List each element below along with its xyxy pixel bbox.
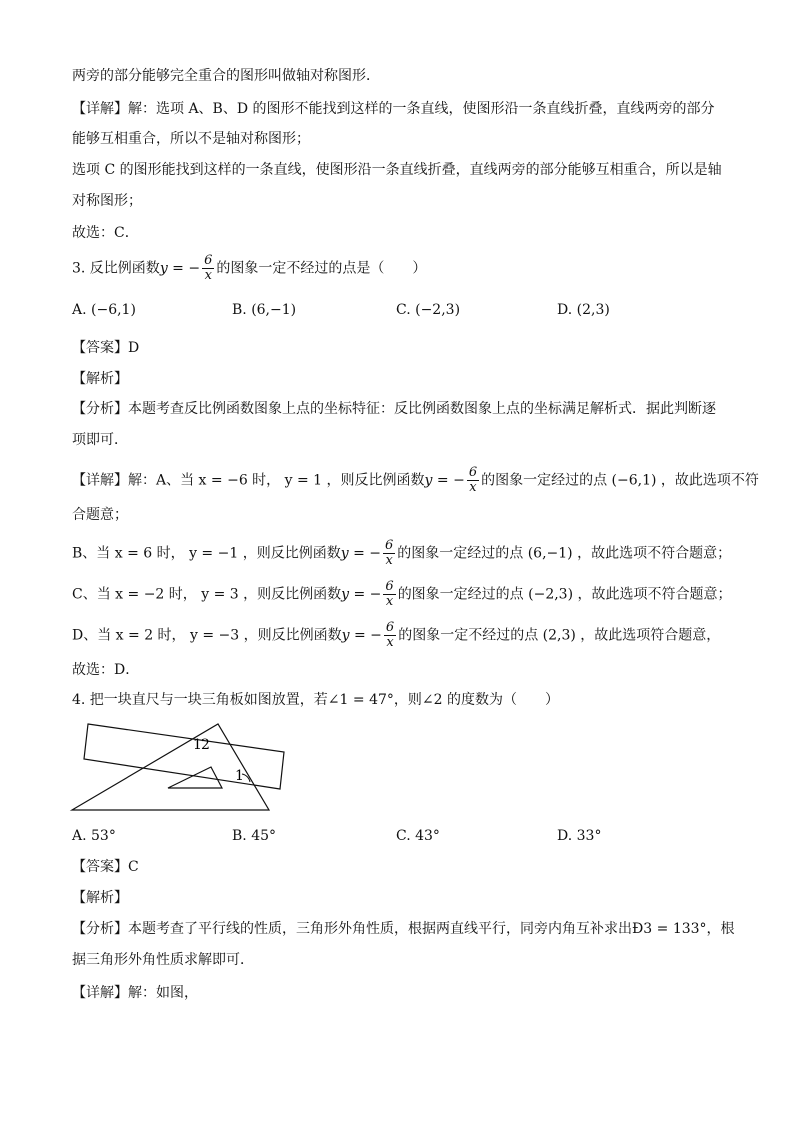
text-line: 对称图形； [72, 193, 142, 209]
q4-answer: 【答案】C [72, 859, 139, 875]
fraction-denominator: x [469, 480, 477, 495]
fraction-numerator: 6 [384, 538, 394, 553]
q3-function: y = − [424, 472, 465, 489]
fraction-denominator: x [385, 553, 393, 568]
q3-function: y = − [341, 586, 382, 603]
detail-text: 的图象一定经过的点 (−6,1) ，故此选项不符 [481, 472, 759, 489]
question-4-stem: 4. 把一块直尺与一块三角板如图放置，若∠1 = 47°，则∠2 的度数为（ ） [72, 692, 559, 708]
detail-text: 的图象一定经过的点 (6,−1) ，故此选项不符合题意； [397, 545, 732, 562]
q3-answer: 【答案】D [72, 340, 140, 356]
text-line: 两旁的部分能够完全重合的图形叫做轴对称图形． [72, 68, 380, 84]
q3-function: y = − [340, 545, 381, 562]
ruler-shape [84, 724, 284, 789]
angle-label-2: 2 [201, 737, 210, 753]
q3-jiexi: 【解析】 [72, 371, 128, 387]
detail-text: D、当 x = 2 时， y = −3 ，则反比例函数 [72, 627, 342, 644]
q4-option-d: D. 33° [557, 828, 602, 844]
fraction-numerator: 6 [385, 579, 394, 594]
q3-detail-b [72, 539, 731, 568]
text-line: 故选：C． [72, 225, 139, 241]
q3-option-c: C. (−2,3) [396, 302, 461, 318]
fraction [202, 254, 214, 283]
q3-stem-prefix: 3. 反比例函数 [72, 260, 160, 277]
q3-fenxi: 【分析】本题考查反比例函数图象上点的坐标特征：反比例函数图象上点的坐标满足解析式．据此判断逐 [72, 401, 716, 417]
q4-option-b: B. 45° [232, 828, 277, 844]
fraction-numerator: 6 [385, 620, 395, 635]
fraction [384, 621, 396, 650]
text-line: 能够互相重合，所以不是轴对称图形； [72, 131, 310, 147]
fraction-denominator: x [204, 268, 212, 283]
q4-option-c: C. 43° [396, 828, 440, 844]
q4-fenxi: 【分析】本题考查了平行线的性质，三角形外角性质，根据两直线平行，同旁内角互补求出Ð3 = 133°，根 [72, 921, 735, 937]
q3-option-d: D. (2,3) [557, 302, 610, 318]
triangle-inner [168, 767, 222, 788]
text-line: 故选：D． [72, 662, 140, 678]
detail-text: 的图象一定经过的点 (−2,3) ，故此选项不符合题意； [397, 586, 732, 603]
detail-text: B、当 x = 6 时， y = −1 ，则反比例函数 [72, 545, 341, 562]
question-3-stem [72, 254, 426, 283]
q3-option-a: A. (−6,1) [72, 302, 136, 318]
fraction-denominator: x [386, 635, 394, 650]
triangle-outer [72, 724, 269, 810]
q3-function: y = − [159, 260, 201, 277]
q3-option-b: B. (6,−1) [232, 302, 297, 318]
text-line: 【详解】解：选项 A、B、D 的图形不能找到这样的一条直线，使图形沿一条直线折叠，直线两旁的部分 [72, 101, 715, 117]
fraction-numerator: 6 [204, 253, 213, 268]
fraction-denominator: x [385, 594, 394, 609]
q3-function: y = − [341, 627, 382, 644]
fraction [383, 580, 395, 609]
q4-fenxi: 据三角形外角性质求解即可． [72, 952, 254, 968]
ruler-triangle-figure [68, 712, 288, 814]
detail-text: 的图象一定不经过的点 (2,3) ，故此选项符合题意， [398, 627, 721, 644]
q3-stem-suffix: 的图象一定不经过的点是（ ） [216, 260, 427, 277]
detail-text: 【详解】解：A、当 x = −6 时， y = 1 ，则反比例函数 [72, 472, 425, 489]
q4-jiexi: 【解析】 [72, 890, 128, 906]
q3-detail-c [72, 580, 732, 609]
detail-text: C、当 x = −2 时， y = 3 ，则反比例函数 [72, 586, 342, 603]
q4-option-a: A. 53° [72, 828, 116, 844]
q3-detail-d [72, 621, 720, 650]
text-line: 选项 C 的图形能找到这样的一条直线，使图形沿一条直线折叠，直线两旁的部分能够互相重合，所以是轴 [72, 162, 722, 178]
q3-fenxi: 项即可． [72, 432, 128, 448]
fraction [467, 466, 479, 495]
fraction [383, 539, 395, 568]
q3-detail-a [72, 466, 759, 495]
text-line: 合题意； [72, 507, 128, 523]
angle-label-1-2a: 1 [193, 737, 202, 753]
q4-xiangjie: 【详解】解：如图， [72, 985, 198, 1001]
fraction-numerator: 6 [468, 465, 478, 480]
angle-label-1: 1 [235, 768, 244, 784]
